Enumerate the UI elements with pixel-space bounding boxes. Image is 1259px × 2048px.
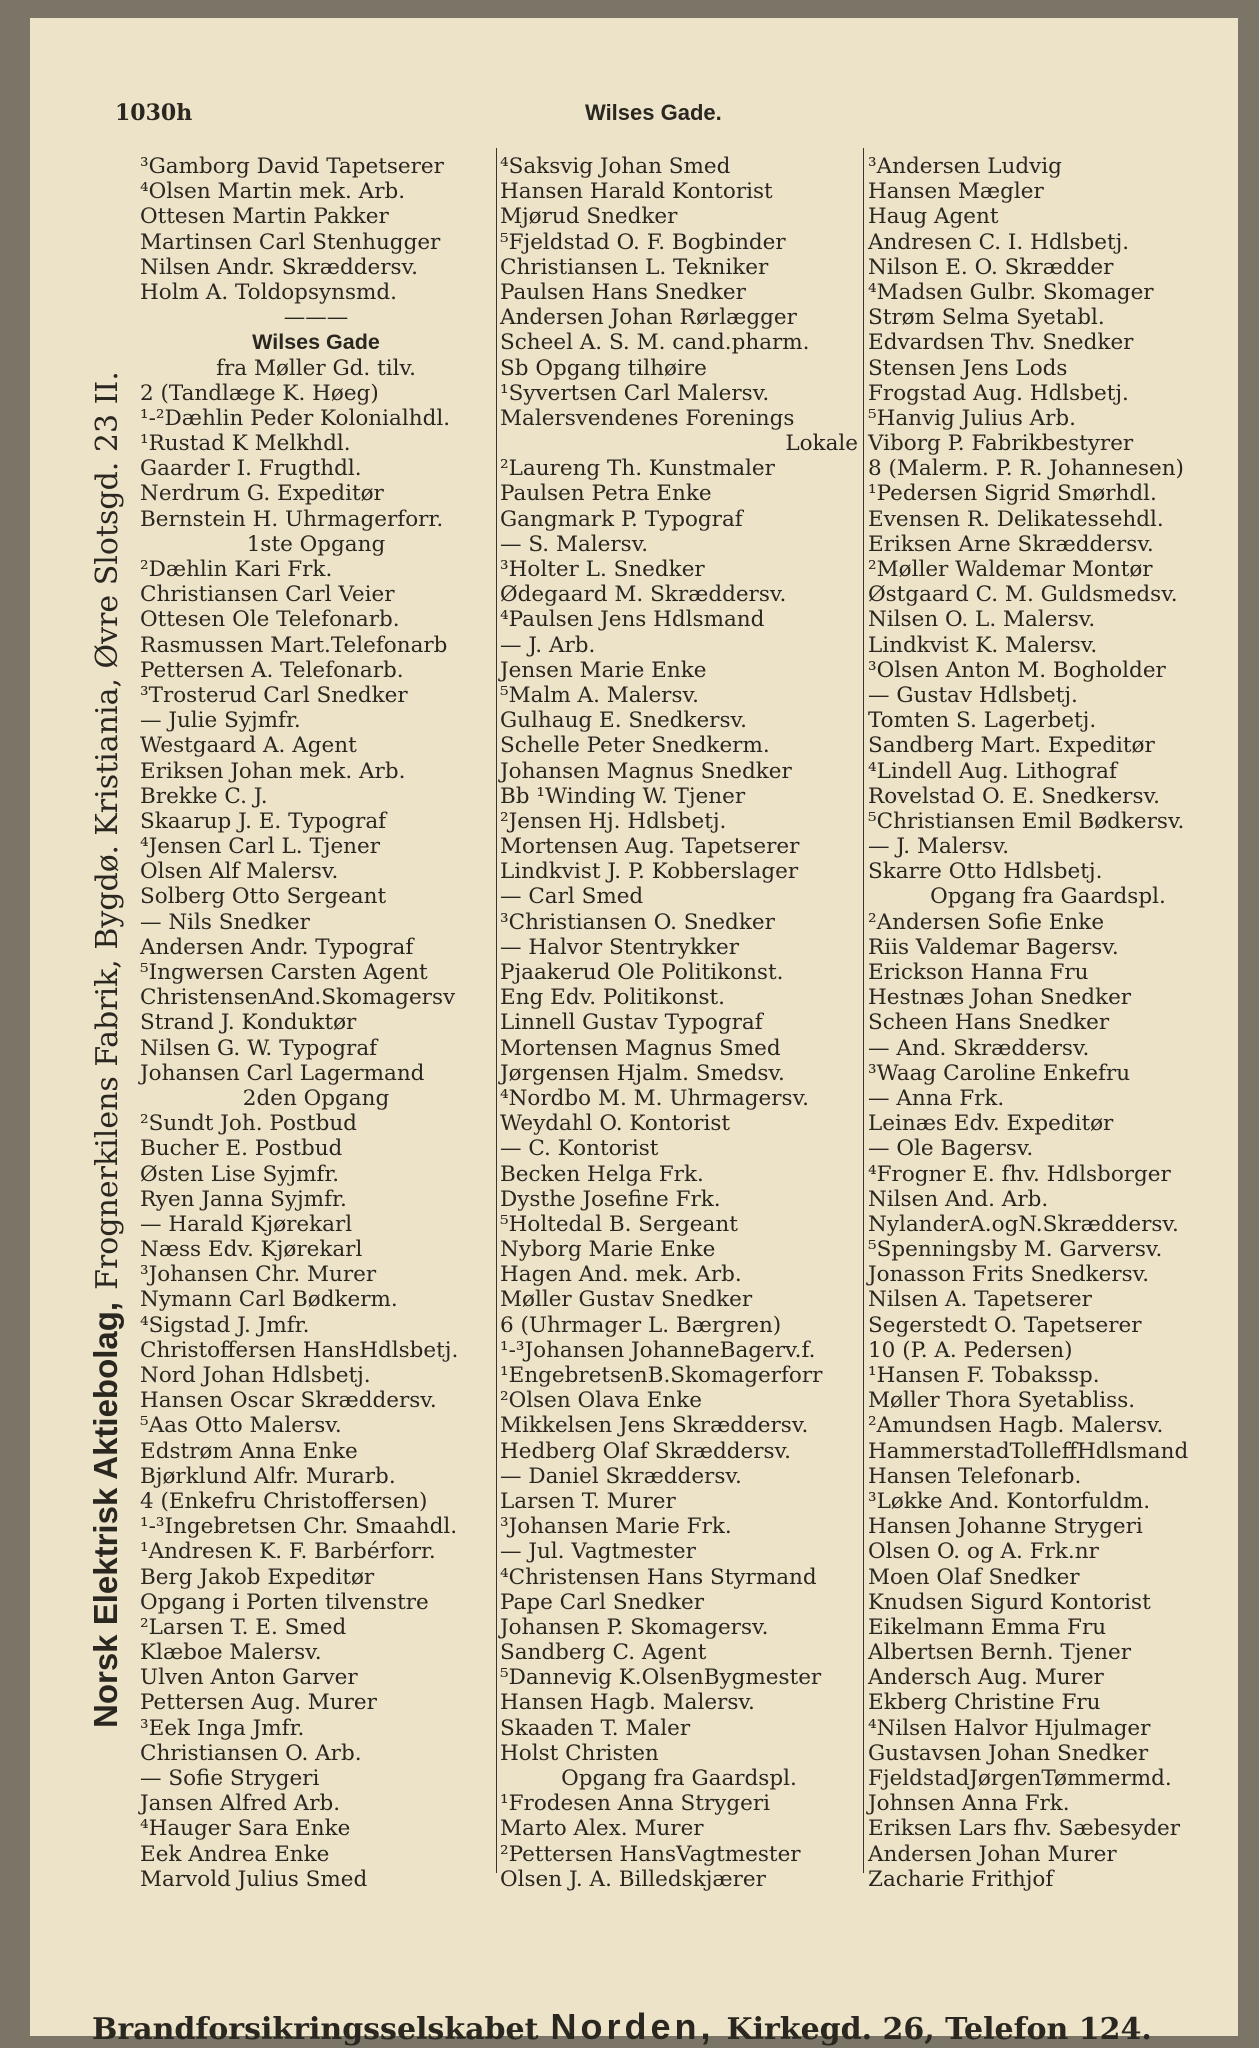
directory-entry: — Julie Syjmfr. — [140, 708, 301, 734]
directory-entry: Ottesen Ole Telefonarb. — [140, 607, 400, 633]
directory-entry: — Gustav Hdlsbetj. — [868, 682, 1078, 708]
directory-entry: ³Eek Inga Jmfr. — [140, 1715, 305, 1741]
directory-entry: Opgang fra Gaardspl. — [930, 884, 1166, 910]
directory-page — [30, 18, 1238, 2047]
footer-company: Brandforsikringsselskabet — [92, 2012, 539, 2047]
column-divider — [863, 148, 864, 1873]
directory-entry: 4 (Enkefru Christoffersen) — [140, 1488, 428, 1514]
directory-entry: Christiansen Carl Veier — [140, 582, 395, 608]
directory-entry: Mortensen Magnus Smed — [500, 1035, 781, 1061]
directory-entry: Scheel A. S. M. cand.pharm. — [500, 330, 810, 356]
directory-entry: ¹Pedersen Sigrid Smørhdl. — [868, 481, 1157, 507]
directory-entry: 10 (P. A. Pedersen) — [868, 1337, 1073, 1363]
directory-entry: Lindkvist K. Malersv. — [868, 632, 1098, 658]
footer-address: Kirkegd. 26, Telefon 124. — [726, 2012, 1152, 2047]
directory-entry: Bernstein H. Uhrmagerforr. — [140, 506, 444, 532]
directory-entry: Nymann Carl Bødkerm. — [140, 1287, 398, 1313]
directory-entry: ⁴Saksvig Johan Smed — [500, 154, 731, 179]
directory-entry: Olsen Alf Malersv. — [140, 859, 339, 885]
directory-entry: Hedberg Olaf Skræddersv. — [500, 1438, 791, 1464]
directory-entry: Martinsen Carl Stenhugger — [140, 229, 441, 255]
directory-entry: ²Laureng Th. Kunstmaler — [500, 456, 775, 482]
directory-entry: Gaarder I. Frugthdl. — [140, 456, 362, 482]
directory-entry: ⁴Christensen Hans Styrmand — [500, 1564, 817, 1590]
directory-entry: Erickson Hanna Fru — [868, 960, 1089, 985]
directory-entry: ³Johansen Chr. Murer — [140, 1262, 377, 1288]
directory-entry: Schelle Peter Snedkerm. — [500, 733, 770, 759]
directory-entry: ²Pettersen HansVagtmester — [500, 1841, 801, 1867]
directory-entry: Skaarup J. E. Typograf — [140, 808, 387, 834]
directory-entry: — Carl Smed — [500, 884, 644, 910]
directory-entry: Johansen Carl Lagermand — [140, 1060, 425, 1086]
directory-entry: Paulsen Petra Enke — [500, 481, 712, 507]
directory-entry: Christiansen L. Tekniker — [500, 254, 769, 280]
directory-entry: ⁴Hauger Sara Enke — [140, 1816, 351, 1842]
directory-entry: Lindkvist J. P. Kobberslager — [500, 859, 799, 885]
column-3 — [868, 154, 1228, 1892]
directory-entry: ¹Rustad K Melkhdl. — [140, 431, 351, 457]
directory-entry: Møller Thora Syetabliss. — [868, 1388, 1136, 1414]
directory-entry: ⁴Nordbo M. M. Uhrmagersv. — [500, 1085, 809, 1111]
directory-entry: ²Sundt Joh. Postbud — [140, 1111, 357, 1137]
directory-entry: Paulsen Hans Snedker — [500, 279, 746, 305]
directory-entry: ²Olsen Olava Enke — [500, 1388, 702, 1414]
directory-entry: Nilsen G. W. Typograf — [140, 1035, 378, 1061]
directory-entry: Nilsen Andr. Skræddersv. — [140, 254, 418, 280]
directory-entry: ——— — [283, 305, 349, 331]
directory-entry: Bucher E. Postbud — [140, 1136, 343, 1162]
directory-entry: Nilsen And. Arb. — [868, 1186, 1049, 1212]
directory-entry: Opgang i Porten tilvenstre — [140, 1589, 429, 1615]
directory-entry: ⁴Jensen Carl L. Tjener — [140, 834, 381, 860]
directory-entry: Eriksen Arne Skræddersv. — [868, 531, 1154, 557]
directory-entry: Marto Alex. Murer — [500, 1816, 704, 1842]
directory-entry: — C. Kontorist — [500, 1136, 659, 1162]
directory-entry: — Ole Bagersv. — [868, 1136, 1034, 1162]
directory-entry: Eek Andrea Enke — [140, 1841, 330, 1867]
directory-entry: Olsen O. og A. Frk.nr — [868, 1539, 1099, 1565]
directory-entry: Marvold Julius Smed — [140, 1866, 368, 1892]
directory-entry: ²Amundsen Hagb. Malersv. — [868, 1413, 1164, 1439]
directory-entry: Klæboe Malersv. — [140, 1640, 322, 1666]
directory-entry: Weydahl O. Kontorist — [500, 1111, 731, 1137]
directory-entry: Andersen Andr. Typograf — [140, 934, 414, 960]
directory-entry: ¹Frodesen Anna Strygeri — [500, 1791, 770, 1817]
directory-entry: Westgaard A. Agent — [140, 733, 357, 759]
directory-entry: ³Waag Caroline Enkefru — [868, 1060, 1131, 1086]
directory-entry: ⁴Paulsen Jens Hdlsmand — [500, 607, 765, 633]
directory-entry: Malersvendenes Forenings — [500, 405, 795, 431]
directory-entry: Frogstad Aug. Hdlsbetj. — [868, 380, 1129, 406]
footer-advertisement — [92, 2006, 1152, 2048]
directory-entry: ¹Syvertsen Carl Malersv. — [500, 380, 770, 406]
directory-entry: Ekberg Christine Fru — [868, 1690, 1101, 1716]
directory-entry: Jansen Alfred Arb. — [140, 1791, 341, 1817]
directory-entry: ⁵Hanvig Julius Arb. — [868, 405, 1076, 431]
directory-entry: ³Løkke And. Kontorfuldm. — [868, 1488, 1151, 1514]
directory-entry: Segerstedt O. Tapetserer — [868, 1312, 1142, 1338]
directory-entry: Pape Carl Snedker — [500, 1589, 704, 1615]
directory-entry: 1ste Opgang — [246, 531, 386, 557]
directory-entry: ²Andersen Sofie Enke — [868, 909, 1105, 935]
directory-entry: Østen Lise Syjmfr. — [140, 1161, 340, 1187]
directory-entry: Solberg Otto Sergeant — [140, 884, 387, 910]
directory-entry: Rasmussen Mart.Telefonarb — [140, 632, 448, 658]
directory-entry: Opgang fra Gaardspl. — [561, 1766, 797, 1791]
directory-entry: ChristensenAnd.Skomagersv — [140, 985, 456, 1011]
directory-entry: Wilses Gade — [252, 330, 380, 355]
directory-entry: Eikelmann Emma Fru — [868, 1614, 1107, 1640]
directory-entry: Pettersen Aug. Murer — [140, 1690, 377, 1716]
directory-entry: ³Andersen Ludvig — [868, 154, 1062, 179]
directory-entry: Olsen J. A. Billedskjærer — [500, 1866, 766, 1892]
directory-entry: ³Olsen Anton M. Bogholder — [868, 657, 1166, 683]
directory-entry: ³Johansen Marie Frk. — [500, 1514, 732, 1540]
directory-entry: Sb Opgang tilhøire — [500, 355, 707, 381]
directory-entry: Pjaakerud Ole Politikonst. — [500, 960, 784, 985]
directory-entry: Brekke C. J. — [140, 783, 268, 809]
directory-entry: Østgaard C. M. Guldsmedsv. — [868, 582, 1178, 608]
directory-entry: ⁵Ingwersen Carsten Agent — [140, 960, 428, 985]
directory-entry: — And. Skræddersv. — [868, 1035, 1090, 1061]
directory-entry: Christiansen O. Arb. — [140, 1740, 362, 1766]
directory-entry: Becken Helga Frk. — [500, 1161, 704, 1187]
directory-entry: ⁵Fjeldstad O. F. Bogbinder — [500, 229, 786, 255]
directory-entry: 2den Opgang — [242, 1085, 390, 1111]
directory-entry: Bjørklund Alfr. Murarb. — [140, 1463, 396, 1489]
directory-entry: ³Trosterud Carl Snedker — [140, 682, 408, 708]
directory-entry: Mjørud Snedker — [500, 204, 678, 230]
directory-entry: Holm A. Toldopsynsmd. — [140, 279, 397, 305]
directory-entry: Eriksen Lars fhv. Sæbesyder — [868, 1816, 1180, 1842]
directory-entry: Strand J. Konduktør — [140, 1010, 357, 1036]
directory-entry: Hansen Mægler — [868, 179, 1044, 205]
directory-entry: Linnell Gustav Typograf — [500, 1010, 763, 1036]
directory-entry: Haug Agent — [868, 204, 999, 230]
directory-entry: ¹-³Johansen JohanneBagerv.f. — [500, 1337, 816, 1363]
directory-entry: Næss Edv. Kjørekarl — [140, 1237, 363, 1263]
directory-entry: — Nils Snedker — [140, 909, 310, 935]
directory-entry: ²Dæhlin Kari Frk. — [140, 557, 333, 582]
directory-entry: Moen Olaf Snedker — [868, 1564, 1080, 1590]
directory-entry: — Jul. Vagtmester — [500, 1539, 696, 1565]
directory-entry: Ødegaard M. Skræddersv. — [500, 582, 787, 608]
directory-entry: Nyborg Marie Enke — [500, 1237, 716, 1263]
column-2 — [500, 154, 858, 1892]
directory-entry: ³Holter L. Snedker — [500, 557, 705, 582]
directory-entry: ³Christiansen O. Snedker — [500, 909, 775, 935]
directory-entry: Andersen Johan Murer — [868, 1841, 1117, 1867]
directory-entry: ⁵Spenningsby M. Garversv. — [868, 1237, 1163, 1263]
directory-entry: Sandberg Mart. Expeditør — [868, 733, 1155, 759]
directory-entry: Mikkelsen Jens Skræddersv. — [500, 1413, 809, 1439]
directory-entry: ⁴Sigstad J. Jmfr. — [140, 1312, 310, 1338]
directory-entry: ⁵Malm A. Malersv. — [500, 682, 699, 708]
directory-entry: ⁴Madsen Gulbr. Skomager — [868, 279, 1154, 305]
directory-entry: Strøm Selma Syetabl. — [868, 305, 1105, 331]
directory-entry: Andersen Johan Rørlægger — [500, 305, 797, 331]
directory-entry: Sandberg C. Agent — [500, 1640, 707, 1666]
directory-entry: Zacharie Frithjof — [868, 1866, 1054, 1892]
directory-entry: Hansen Oscar Skræddersv. — [140, 1388, 437, 1414]
directory-entry: Johnsen Anna Frk. — [868, 1791, 1070, 1817]
side-advertisement — [87, 248, 125, 1728]
directory-entry: fra Møller Gd. tilv. — [216, 355, 416, 381]
directory-entry: ²Møller Waldemar Montør — [868, 557, 1153, 582]
page-header — [30, 78, 1238, 126]
directory-entry: Gulhaug E. Snedkersv. — [500, 708, 747, 734]
directory-entry: Skaaden T. Maler — [500, 1715, 691, 1741]
directory-entry: Hansen Johanne Strygeri — [868, 1514, 1143, 1540]
directory-entry: Lokale — [785, 431, 858, 457]
directory-entry: — Harald Kjørekarl — [140, 1211, 353, 1237]
directory-entry: Hestnæs Johan Snedker — [868, 985, 1132, 1011]
directory-entry: — J. Malersv. — [868, 834, 1010, 860]
directory-entry: Jensen Marie Enke — [500, 657, 707, 683]
directory-entry: Berg Jakob Expeditør — [140, 1564, 375, 1590]
directory-entry: Leinæs Edv. Expeditør — [868, 1111, 1114, 1137]
directory-entry: ⁵Christiansen Emil Bødkersv. — [868, 808, 1185, 834]
page-number: 1030h — [115, 100, 193, 126]
directory-entry: Knudsen Sigurd Kontorist — [868, 1589, 1151, 1615]
directory-entry: Viborg P. Fabrikbestyrer — [868, 431, 1134, 457]
directory-entry: ⁴Nilsen Halvor Hjulmager — [868, 1715, 1151, 1741]
directory-entry: Hansen Telefonarb. — [868, 1463, 1082, 1489]
directory-entry: Dysthe Josefine Frk. — [500, 1186, 721, 1212]
directory-entry: Ottesen Martin Pakker — [140, 204, 389, 230]
directory-entry: 2 (Tandlæge K. Høeg) — [140, 380, 379, 406]
footer-brand: Norden, — [550, 2006, 715, 2047]
directory-entry: — Halvor Stentrykker — [500, 934, 740, 960]
directory-entry: Pettersen A. Telefonarb. — [140, 657, 404, 683]
directory-entry: ⁴Frogner E. fhv. Hdlsborger — [868, 1161, 1171, 1187]
directory-entry: Eriksen Johan mek. Arb. — [140, 758, 406, 784]
directory-entry: Andersch Aug. Murer — [868, 1665, 1104, 1691]
directory-entry: Johansen P. Skomagersv. — [500, 1614, 769, 1640]
directory-entry: Bb ¹Winding W. Tjener — [500, 783, 746, 809]
directory-entry: ¹-³Ingebretsen Chr. Smaahdl. — [140, 1514, 458, 1540]
directory-entry: Jonasson Frits Snedkersv. — [868, 1262, 1150, 1288]
directory-entry: NylanderA.ogN.Skræddersv. — [868, 1211, 1179, 1237]
directory-entry: ¹Hansen F. Tobakssp. — [868, 1363, 1100, 1388]
directory-entry: Gangmark P. Typograf — [500, 506, 743, 532]
directory-entry: ¹EngebretsenB.Skomagerforr — [500, 1363, 823, 1388]
directory-entry: Nilson E. O. Skrædder — [868, 254, 1114, 280]
directory-entry: — S. Malersv. — [500, 531, 649, 557]
directory-entry: Nerdrum G. Expeditør — [140, 481, 384, 507]
directory-entry: Stensen Jens Lods — [868, 355, 1068, 381]
directory-entry: ¹Andresen K. F. Barbérforr. — [140, 1539, 436, 1565]
directory-entry: ²Jensen Hj. Hdlsbetj. — [500, 808, 727, 834]
directory-entry: Scheen Hans Snedker — [868, 1010, 1110, 1036]
directory-entry: ³Gamborg David Tapetserer — [140, 154, 444, 179]
directory-entry: Albertsen Bernh. Tjener — [868, 1640, 1131, 1666]
directory-entry: 6 (Uhrmager L. Bærgren) — [500, 1312, 782, 1338]
directory-entry: Møller Gustav Snedker — [500, 1287, 753, 1313]
directory-entry: Riis Valdemar Bagersv. — [868, 934, 1119, 960]
directory-entry: Johansen Magnus Snedker — [500, 758, 792, 784]
directory-entry: — Anna Frk. — [868, 1085, 1005, 1111]
directory-entry: Larsen T. Murer — [500, 1488, 676, 1514]
directory-entry: Skarre Otto Hdlsbetj. — [868, 859, 1103, 885]
directory-entry: Jørgensen Hjalm. Smedsv. — [500, 1060, 785, 1086]
directory-entry: ²Larsen T. E. Smed — [140, 1614, 347, 1640]
directory-entry: ⁵Holtedal B. Sergeant — [500, 1211, 738, 1237]
directory-entry: Ulven Anton Garver — [140, 1665, 358, 1691]
directory-entry: Gustavsen Johan Snedker — [868, 1740, 1149, 1766]
directory-entry: Rovelstad O. E. Snedkersv. — [868, 783, 1160, 809]
directory-entry: Edstrøm Anna Enke — [140, 1438, 358, 1464]
directory-entry: Nord Johan Hdlsbetj. — [140, 1363, 371, 1388]
side-advert-text: Frognerkilens Fabrik, Bygdø. Kristiania, Øvre Slotsgd. 23 II. — [90, 371, 125, 1290]
directory-entry: ⁴Olsen Martin mek. Arb. — [140, 179, 406, 205]
directory-entry: — Daniel Skræddersv. — [500, 1463, 742, 1489]
directory-entry: ⁵Dannevig K.OlsenBygmester — [500, 1665, 822, 1691]
directory-entry: Hagen And. mek. Arb. — [500, 1262, 742, 1288]
directory-entry: Tomten S. Lagerbetj. — [868, 708, 1097, 734]
directory-entry: ⁴Lindell Aug. Lithograf — [868, 758, 1117, 784]
directory-entry: Andresen C. I. Hdlsbetj. — [868, 229, 1130, 255]
directory-entry: 8 (Malerm. P. R. Johannesen) — [868, 456, 1184, 482]
directory-entry: — Sofie Strygeri — [140, 1766, 320, 1791]
directory-entry: Nilsen O. L. Malersv. — [868, 607, 1096, 633]
directory-entry: ¹-²Dæhlin Peder Kolonialhdl. — [140, 405, 451, 431]
side-advert-title: Norsk Elektrisk Aktiebolag, — [87, 1301, 124, 1728]
directory-entry: Mortensen Aug. Tapetserer — [500, 834, 800, 860]
directory-entry: Christoffersen HansHdlsbetj. — [140, 1337, 459, 1363]
directory-entry: Nilsen A. Tapetserer — [868, 1287, 1092, 1313]
street-title: Wilses Gade. — [585, 100, 722, 125]
directory-entry: Edvardsen Thv. Snedker — [868, 330, 1134, 356]
directory-entry: Ryen Janna Syjmfr. — [140, 1186, 347, 1212]
directory-entry: Hansen Harald Kontorist — [500, 179, 773, 205]
column-divider — [496, 148, 497, 1873]
directory-entry: Hansen Hagb. Malersv. — [500, 1690, 755, 1716]
directory-entry: ⁵Aas Otto Malersv. — [140, 1413, 342, 1439]
directory-entry: Eng Edv. Politikonst. — [500, 985, 725, 1011]
directory-entry: FjeldstadJørgenTømmermd. — [868, 1766, 1172, 1791]
column-1 — [140, 154, 492, 1892]
directory-entry: Evensen R. Delikatessehdl. — [868, 506, 1164, 532]
directory-entry: HammerstadTolleffHdlsmand — [868, 1438, 1189, 1464]
directory-entry: Holst Christen — [500, 1740, 659, 1766]
directory-entry: — J. Arb. — [500, 632, 596, 658]
